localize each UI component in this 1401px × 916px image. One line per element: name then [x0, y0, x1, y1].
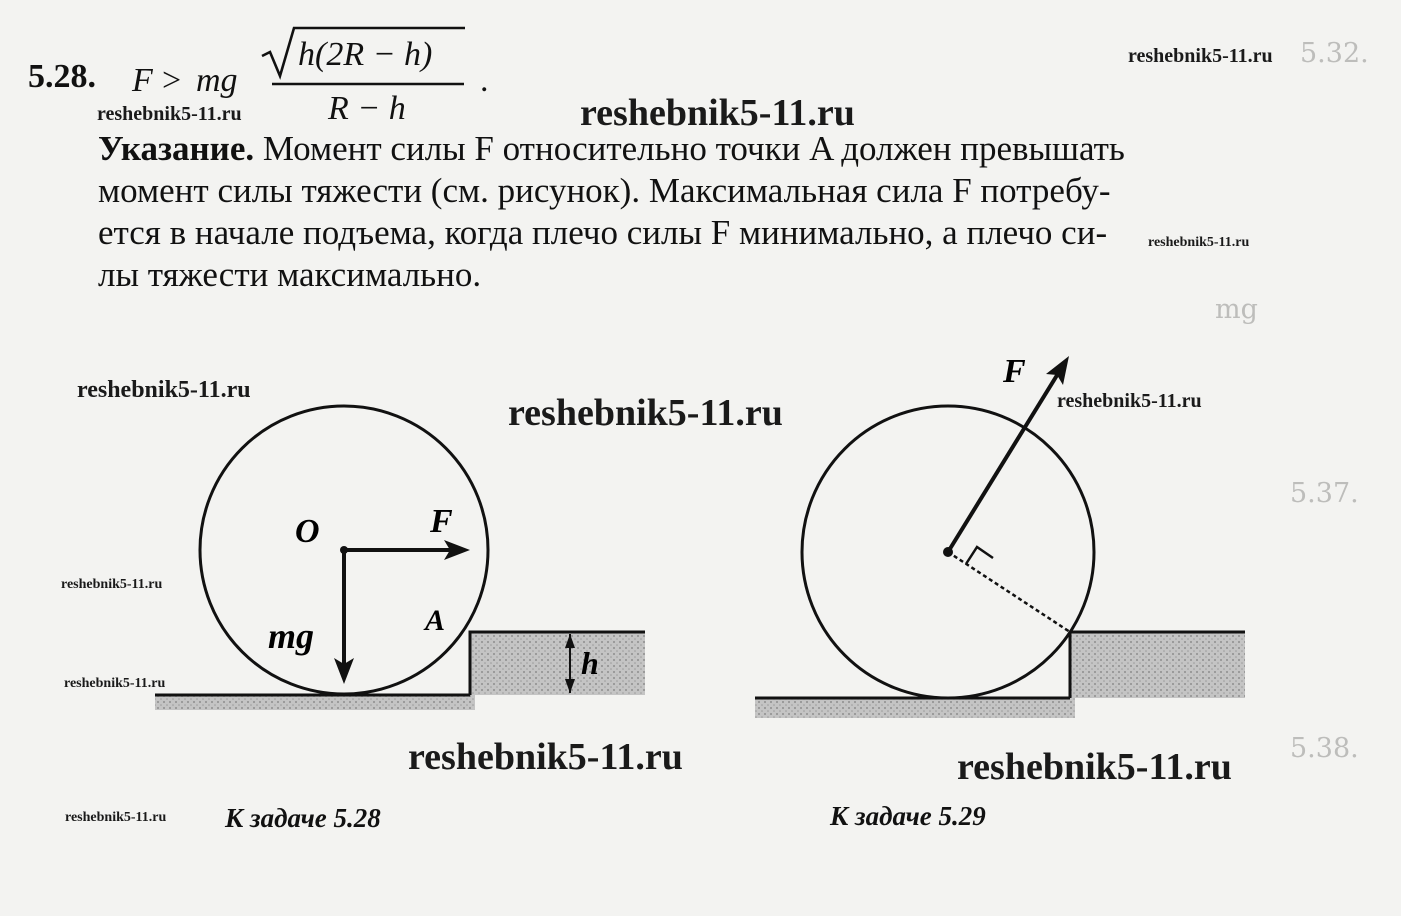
watermark-5: reshebnik5-11.ru: [77, 377, 251, 403]
formula-numerator: h(2R − h): [298, 36, 433, 73]
hint-line-4: лы тяжести максимально.: [98, 255, 482, 294]
hint-paragraph: [98, 128, 1368, 296]
hint-label: Указание.: [98, 129, 255, 168]
caption-5-29: К задаче 5.29: [830, 801, 986, 831]
watermark-6: reshebnik5-11.ru: [508, 392, 783, 434]
formula-factor: mg: [196, 62, 238, 99]
force-label: F: [1003, 353, 1026, 390]
bleed-text-2: 5.37.: [1290, 478, 1359, 509]
watermark-9: reshebnik5-11.ru: [64, 676, 166, 691]
ground-shading: [755, 698, 1075, 718]
watermark-1: reshebnik5-11.ru: [1128, 45, 1273, 67]
hint-line-1: [98, 128, 1368, 170]
force-arrow-line: [948, 372, 1059, 552]
watermark-12: reshebnik5-11.ru: [65, 810, 167, 825]
hint-line-3: ется в начале подъема, когда плечо силы F минимально, а плечо си-: [98, 213, 1108, 252]
formula-denominator: R − h: [328, 90, 406, 127]
figure-5-29: [745, 340, 1305, 720]
hint-line-2: момент силы тяжести (см. рисунок). Максимальная сила F потребу-: [98, 171, 1111, 210]
caption-5-28: К задаче 5.28: [225, 803, 381, 833]
bleed-text-3: 5.38.: [1290, 733, 1359, 764]
formula-relation: >: [162, 62, 182, 99]
step-block: [1070, 632, 1245, 698]
watermark-3: reshebnik5-11.ru: [580, 92, 855, 134]
hint-line-1-text: Момент силы F относительно точки A должен превышать: [254, 129, 1125, 168]
watermark-11: reshebnik5-11.ru: [957, 746, 1232, 788]
problem-number: 5.28.: [28, 58, 96, 95]
corner-label: A: [425, 604, 446, 637]
force-label: F: [430, 503, 453, 540]
bleed-text-1: 5.32.: [1300, 38, 1369, 69]
bleed-text-4: mg: [1215, 294, 1258, 325]
center-label: O: [295, 513, 320, 550]
formula-lhs: F: [132, 62, 153, 99]
watermark-2: reshebnik5-11.ru: [97, 103, 242, 125]
right-angle-mark: [966, 547, 993, 564]
step-block: [470, 632, 645, 695]
watermark-8: reshebnik5-11.ru: [61, 577, 163, 592]
force-arrow-head: [1046, 356, 1069, 385]
watermark-7: reshebnik5-11.ru: [1057, 390, 1202, 412]
formula-end-mark: .: [480, 62, 489, 99]
watermark-10: reshebnik5-11.ru: [408, 736, 683, 778]
ground-shading: [155, 695, 475, 710]
watermark-4: reshebnik5-11.ru: [1148, 235, 1250, 250]
height-label: h: [581, 645, 599, 681]
weight-label: mg: [268, 616, 315, 656]
